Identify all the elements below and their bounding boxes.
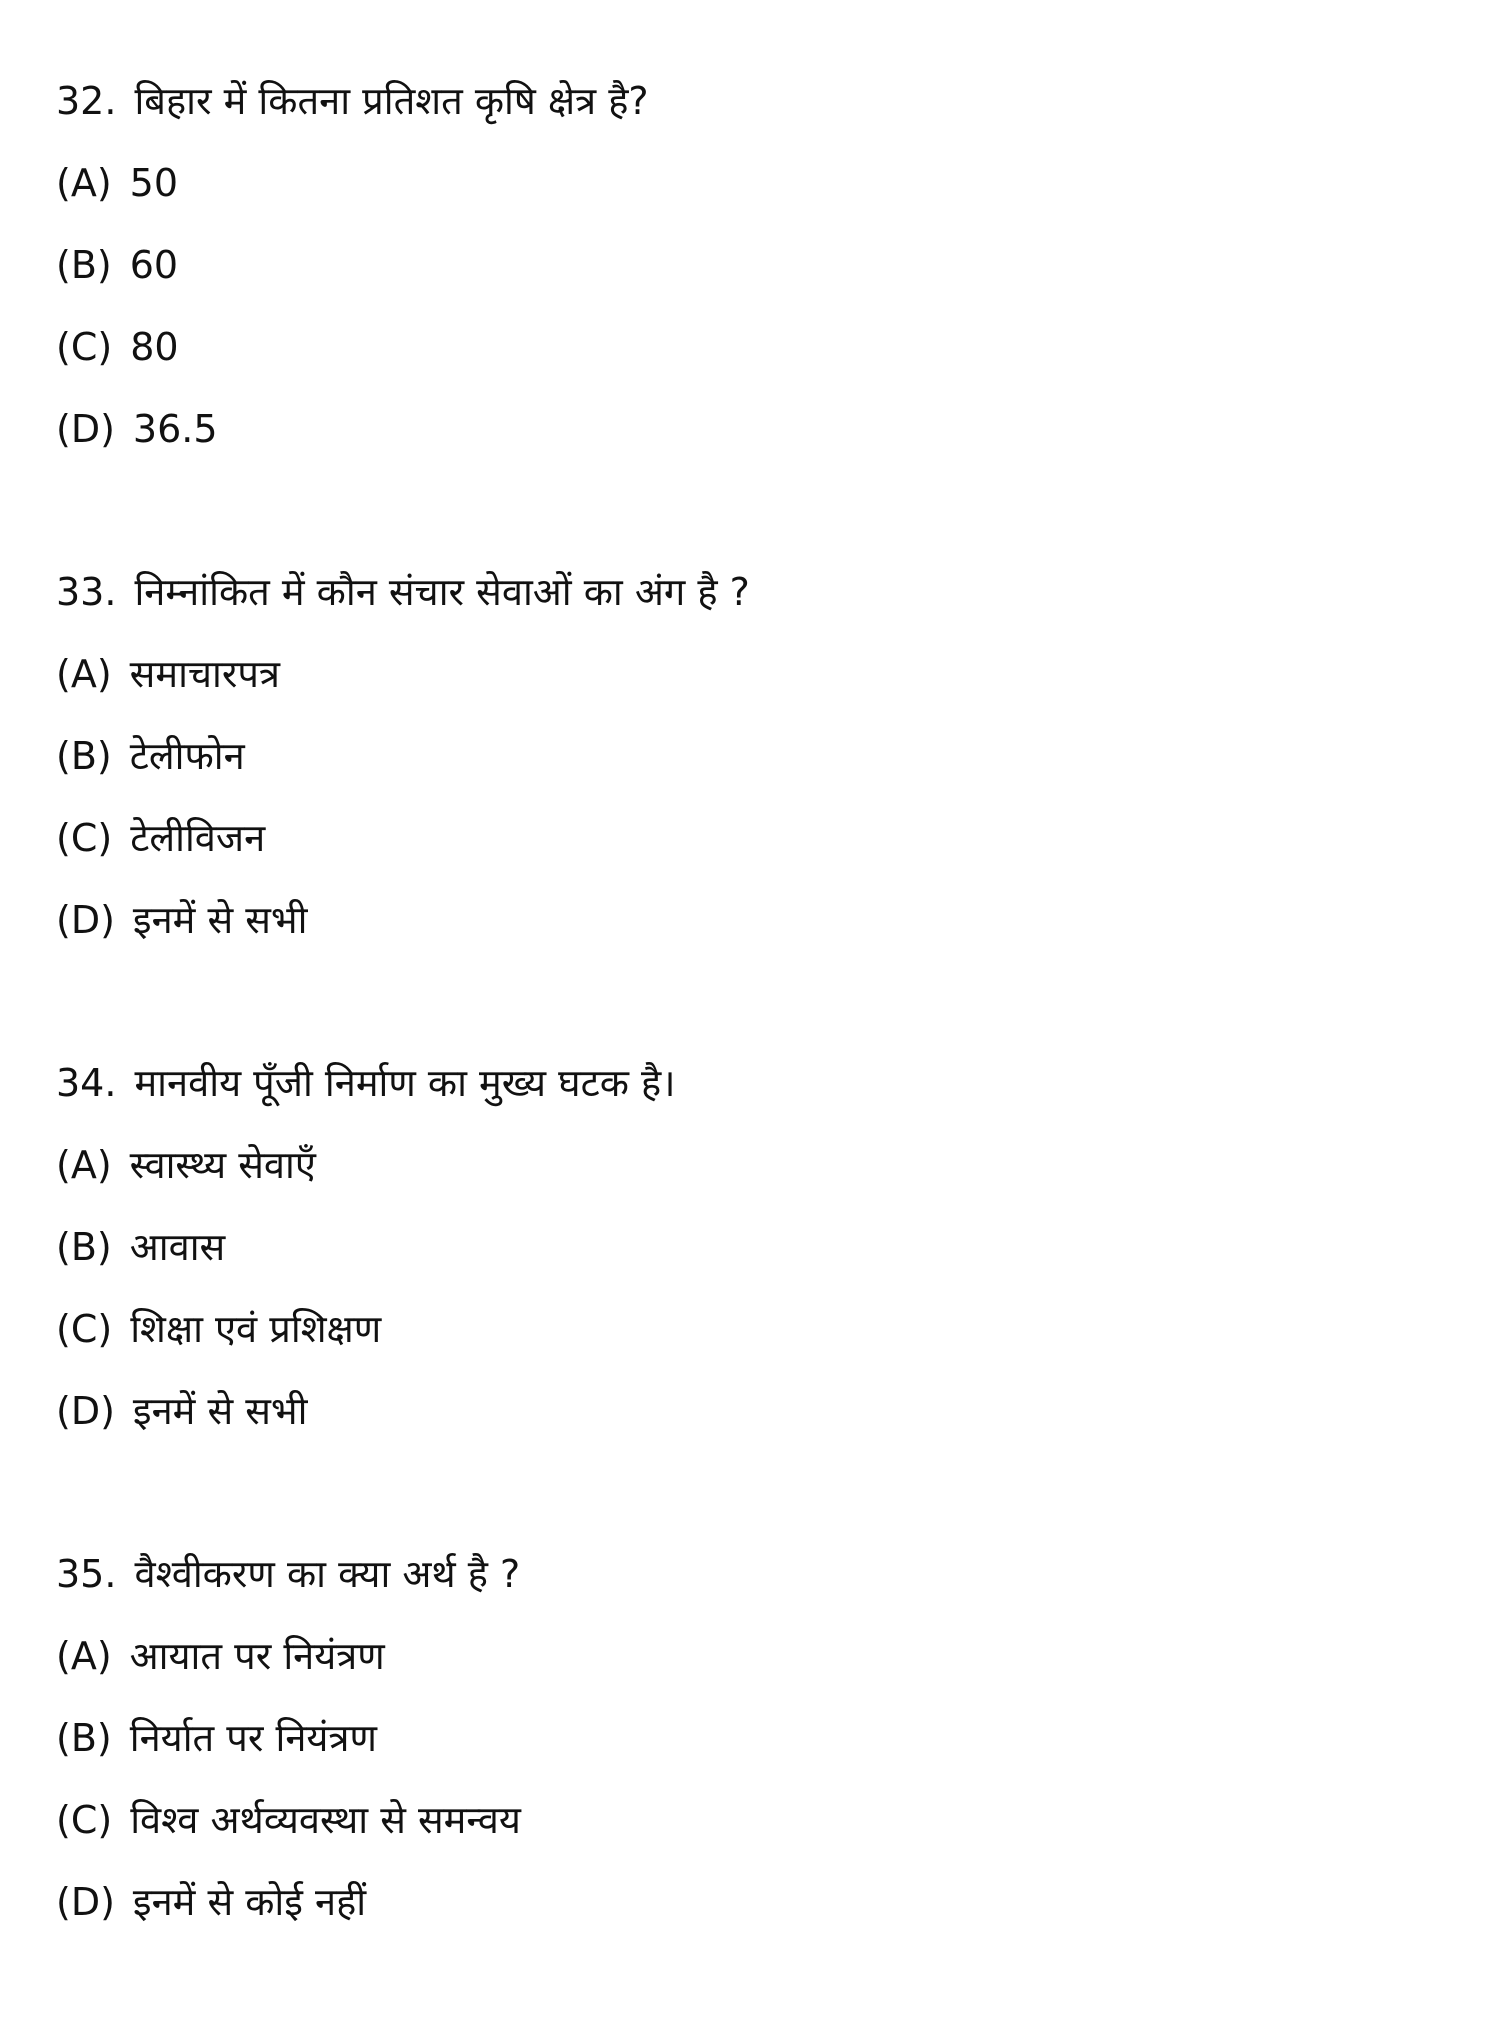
option-text: 50 (129, 161, 179, 205)
option-label: (B) (56, 243, 112, 287)
option-a (56, 1135, 316, 1195)
option-text: स्वास्थ्य सेवाएँ (129, 1143, 316, 1187)
option-label: (C) (56, 816, 113, 860)
option-b (56, 1217, 225, 1277)
option-a (56, 644, 280, 704)
option-text: इनमें से सभी (132, 898, 308, 942)
option-text: समाचारपत्र (129, 652, 280, 696)
option-label: (B) (56, 1225, 112, 1269)
option-c (56, 317, 179, 377)
option-c (56, 808, 265, 868)
option-d (56, 399, 218, 459)
option-text: टेलीफोन (129, 734, 245, 778)
option-c (56, 1790, 521, 1850)
option-text: इनमें से कोई नहीं (132, 1880, 367, 1924)
question-stem (56, 1544, 520, 1604)
option-text: निर्यात पर नियंत्रण (129, 1716, 377, 1760)
question-text: मानवीय पूँजी निर्माण का मुख्य घटक है। (134, 1061, 676, 1105)
option-text: 36.5 (132, 407, 218, 451)
option-d (56, 1872, 366, 1932)
option-text: 80 (130, 325, 179, 369)
option-b (56, 235, 178, 295)
question-stem (56, 1053, 676, 1113)
option-label: (D) (56, 898, 115, 942)
option-label: (B) (56, 734, 112, 778)
question-text: बिहार में कितना प्रतिशत कृषि क्षेत्र है? (134, 79, 649, 123)
option-label: (D) (56, 407, 115, 451)
option-text: 60 (129, 243, 179, 287)
option-d (56, 1381, 308, 1441)
option-text: इनमें से सभी (132, 1389, 308, 1433)
option-d (56, 890, 308, 950)
option-b (56, 726, 245, 786)
option-b (56, 1708, 377, 1768)
question-text: वैश्वीकरण का क्या अर्थ है ? (134, 1552, 521, 1596)
option-text: शिक्षा एवं प्रशिक्षण (130, 1307, 382, 1351)
option-a (56, 153, 178, 213)
option-text: आयात पर नियंत्रण (129, 1634, 385, 1678)
question-number: 33. (56, 570, 117, 614)
option-label: (A) (56, 1143, 112, 1187)
question-number: 34. (56, 1061, 117, 1105)
question-stem (56, 71, 649, 131)
option-label: (A) (56, 1634, 112, 1678)
question-stem (56, 562, 750, 622)
question-text: निम्नांकित में कौन संचार सेवाओं का अंग है ? (134, 570, 750, 614)
option-label: (C) (56, 1307, 113, 1351)
option-label: (D) (56, 1389, 115, 1433)
option-a (56, 1626, 385, 1686)
option-label: (C) (56, 325, 113, 369)
question-number: 35. (56, 1552, 117, 1596)
option-label: (D) (56, 1880, 115, 1924)
option-c (56, 1299, 381, 1359)
option-text: विश्व अर्थव्यवस्था से समन्वय (130, 1798, 521, 1842)
question-number: 32. (56, 79, 117, 123)
option-label: (B) (56, 1716, 112, 1760)
option-label: (A) (56, 652, 112, 696)
option-label: (C) (56, 1798, 113, 1842)
option-label: (A) (56, 161, 112, 205)
option-text: टेलीविजन (130, 816, 266, 860)
option-text: आवास (129, 1225, 226, 1269)
